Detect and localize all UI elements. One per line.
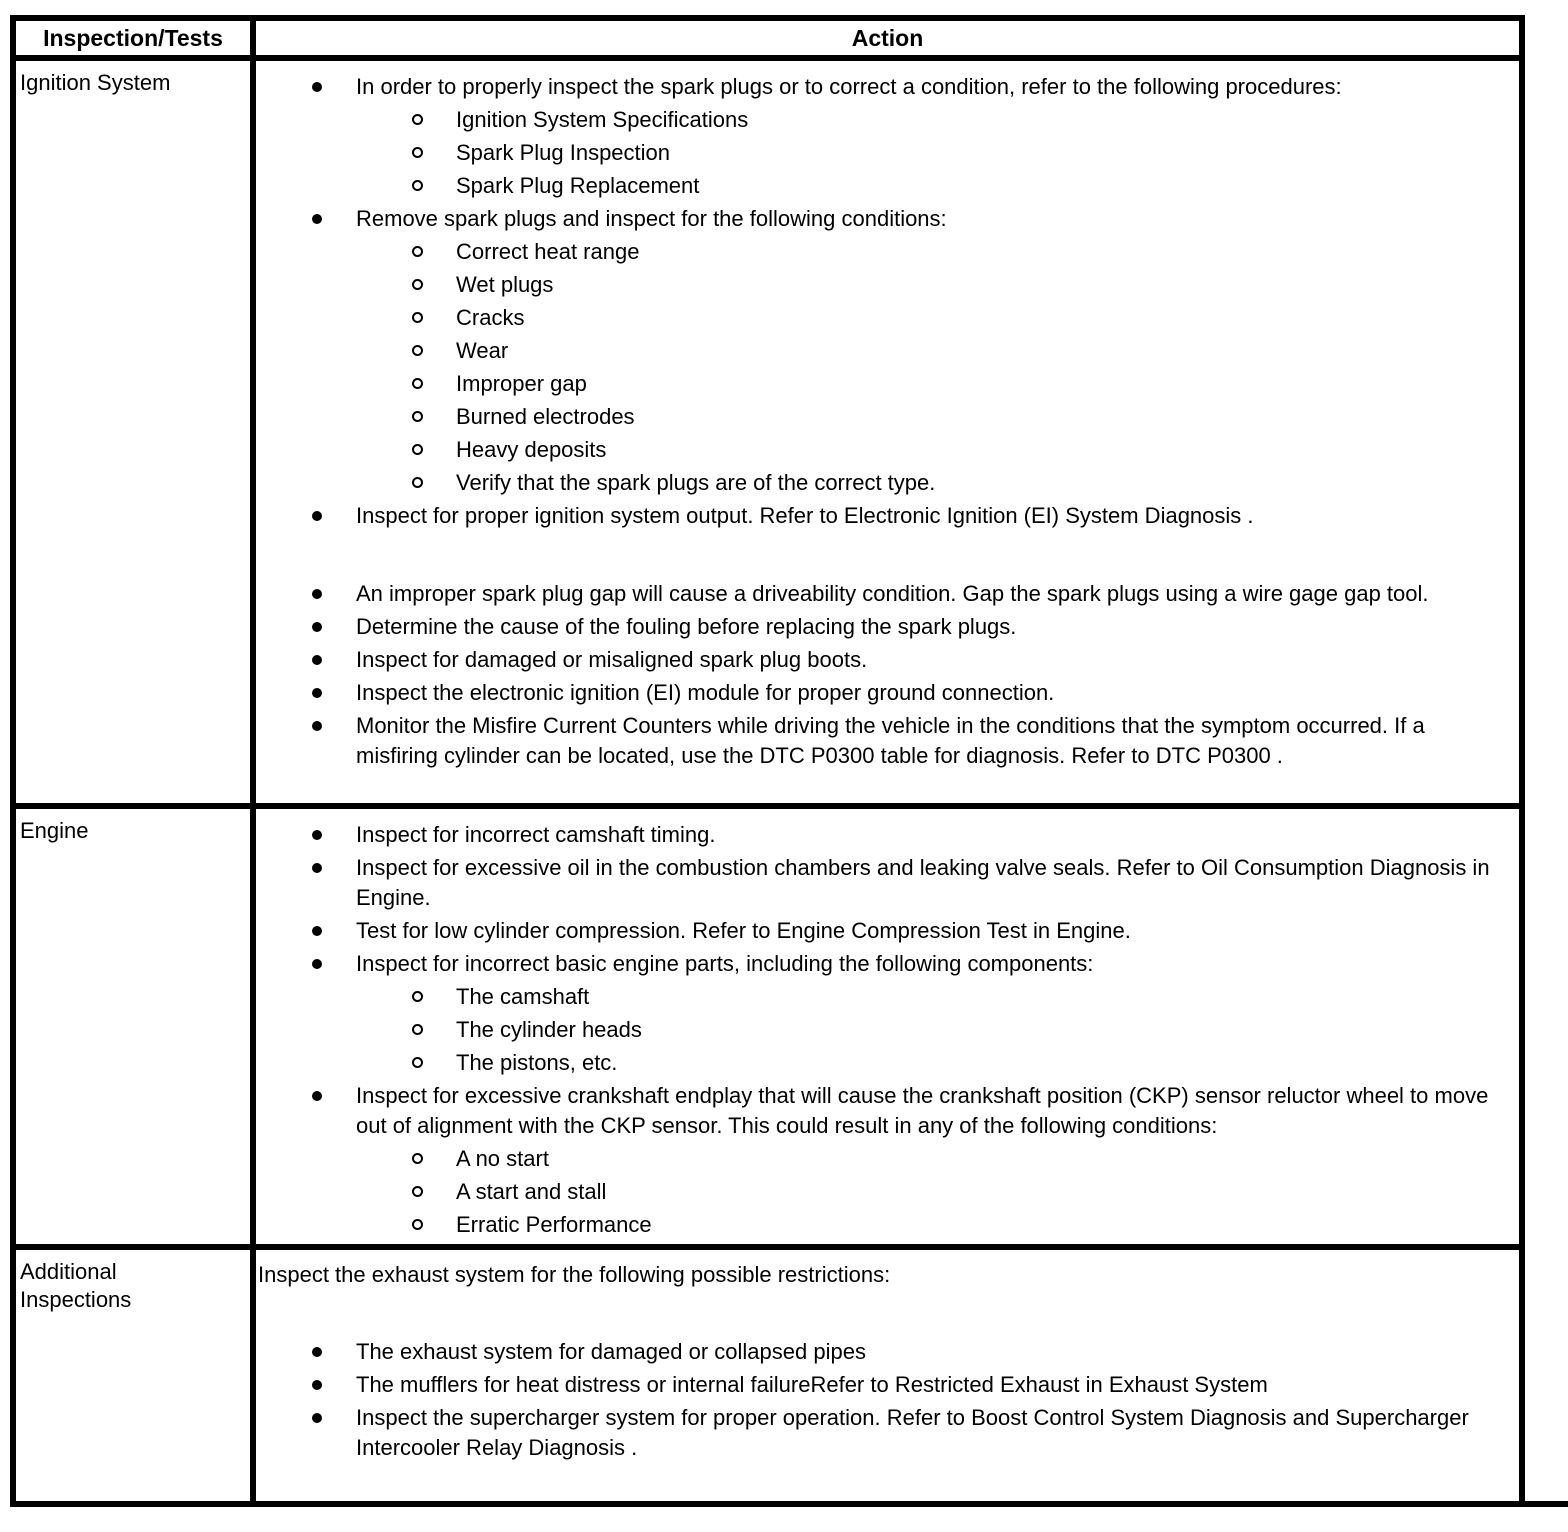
marker-column bbox=[412, 1210, 456, 1230]
marker-column bbox=[312, 579, 356, 599]
list-item-text: Inspect the supercharger system for proper operation. Refer to Boost Control System Diagnosis and Supercharger Intercooler Relay Diagnosis . bbox=[356, 1405, 1469, 1460]
bullet-icon bbox=[312, 82, 322, 92]
marker-column bbox=[412, 138, 456, 158]
marker-column bbox=[412, 402, 456, 422]
sub-bullet-item bbox=[256, 1210, 1495, 1240]
circle-bullet-icon bbox=[412, 991, 423, 1002]
sub-bullet-item bbox=[256, 138, 1495, 168]
list-item-text: Burned electrodes bbox=[456, 404, 635, 429]
sub-bullet-item bbox=[256, 369, 1495, 399]
list-item-text: Spark Plug Inspection bbox=[456, 140, 671, 165]
marker-column bbox=[312, 501, 356, 521]
bullet-icon bbox=[312, 655, 322, 665]
circle-bullet-icon bbox=[412, 1186, 423, 1197]
sub-bullet-item bbox=[256, 105, 1495, 135]
bullet-item bbox=[256, 949, 1495, 979]
circle-bullet-icon bbox=[412, 180, 423, 191]
bullet-item bbox=[256, 501, 1495, 531]
circle-bullet-icon bbox=[412, 312, 423, 323]
list-item-text: An improper spark plug gap will cause a driveability condition. Gap the spark plugs using a wire gage gap tool. bbox=[356, 581, 1429, 606]
marker-column bbox=[412, 171, 456, 191]
marker-column bbox=[412, 303, 456, 323]
circle-bullet-icon bbox=[412, 444, 423, 455]
list-item-text: Correct heat range bbox=[456, 239, 640, 264]
sub-bullet-item bbox=[256, 1177, 1495, 1207]
header-cell-inspection-tests: Inspection/Tests bbox=[16, 21, 256, 61]
bullet-icon bbox=[312, 511, 322, 521]
sub-bullet-item bbox=[256, 171, 1495, 201]
list-item-text: Inspect the electronic ignition (EI) module for proper ground connection. bbox=[356, 680, 1055, 705]
circle-bullet-icon bbox=[412, 1057, 423, 1068]
marker-column bbox=[412, 336, 456, 356]
list-item-text: In order to properly inspect the spark plugs or to correct a condition, refer to the following procedures: bbox=[356, 74, 1342, 99]
bullet-icon bbox=[312, 1413, 322, 1423]
bullet-item bbox=[256, 72, 1495, 102]
marker-column bbox=[312, 645, 356, 665]
circle-bullet-icon bbox=[412, 345, 423, 356]
marker-column bbox=[312, 612, 356, 632]
list-item-text: A start and stall bbox=[456, 1179, 607, 1204]
marker-column bbox=[412, 237, 456, 257]
circle-bullet-icon bbox=[412, 477, 423, 488]
header-cell-action: Action bbox=[256, 21, 1519, 61]
list-item-text: A no start bbox=[456, 1146, 549, 1171]
sub-bullet-item bbox=[256, 1015, 1495, 1045]
bullet-item bbox=[256, 1337, 1495, 1367]
circle-bullet-icon bbox=[412, 246, 423, 257]
bullet-item bbox=[256, 711, 1495, 771]
list-item-text: Ignition System Specifications bbox=[456, 107, 749, 132]
marker-column bbox=[412, 1177, 456, 1197]
bullet-icon bbox=[312, 721, 322, 731]
circle-bullet-icon bbox=[412, 1024, 423, 1035]
list-item-text: Monitor the Misfire Current Counters while driving the vehicle in the conditions that the symptom occurred. If a misfiring cylinder can be located, use the DTC P0300 table for diagnosis. Refer to DTC P0300 . bbox=[356, 713, 1425, 768]
action-cell bbox=[256, 1250, 1519, 1501]
list-item-text: Verify that the spark plugs are of the correct type. bbox=[456, 470, 936, 495]
circle-bullet-icon bbox=[412, 279, 423, 290]
marker-column bbox=[412, 435, 456, 455]
circle-bullet-icon bbox=[412, 114, 423, 125]
circle-bullet-icon bbox=[412, 147, 423, 158]
bullet-item bbox=[256, 1081, 1495, 1141]
sub-bullet-item bbox=[256, 336, 1495, 366]
bullet-icon bbox=[312, 863, 322, 873]
marker-column bbox=[312, 711, 356, 731]
list-item-text: The cylinder heads bbox=[456, 1017, 642, 1042]
bullet-icon bbox=[312, 830, 322, 840]
spacer bbox=[256, 534, 1495, 576]
bullet-item bbox=[256, 645, 1495, 675]
circle-bullet-icon bbox=[412, 1219, 423, 1230]
marker-column bbox=[312, 949, 356, 969]
list-item-text: Inspect for excessive crankshaft endplay that will cause the crankshaft position (CKP) sensor reluctor wheel to move out of alignment with the CKP sensor. This could result in any of the following conditions: bbox=[356, 1083, 1489, 1138]
marker-column bbox=[412, 1048, 456, 1068]
marker-column bbox=[412, 105, 456, 125]
marker-column bbox=[312, 916, 356, 936]
sub-bullet-item bbox=[256, 303, 1495, 333]
marker-column bbox=[412, 982, 456, 1002]
list-item-text: Test for low cylinder compression. Refer to Engine Compression Test in Engine. bbox=[356, 918, 1131, 943]
circle-bullet-icon bbox=[412, 1153, 423, 1164]
marker-column bbox=[312, 72, 356, 92]
bullet-icon bbox=[312, 1380, 322, 1390]
list-item-text: The exhaust system for damaged or collapsed pipes bbox=[356, 1339, 866, 1364]
marker-column bbox=[412, 270, 456, 290]
bullet-icon bbox=[312, 959, 322, 969]
marker-column bbox=[312, 1337, 356, 1357]
marker-column bbox=[412, 468, 456, 488]
sub-bullet-item bbox=[256, 982, 1495, 1012]
bullet-item bbox=[256, 612, 1495, 642]
bullet-icon bbox=[312, 214, 322, 224]
row-label: Ignition System bbox=[20, 70, 171, 95]
bullet-item bbox=[256, 820, 1495, 850]
marker-column bbox=[312, 1403, 356, 1423]
list-item-text: Erratic Performance bbox=[456, 1212, 652, 1237]
sub-bullet-item bbox=[256, 270, 1495, 300]
bullet-icon bbox=[312, 688, 322, 698]
list-item-text: Improper gap bbox=[456, 371, 587, 396]
scan-border-artifact bbox=[1519, 1501, 1568, 1507]
row-label-cell bbox=[16, 1250, 256, 1501]
bullet-item bbox=[256, 1370, 1495, 1400]
sub-bullet-item bbox=[256, 468, 1495, 498]
list-item-text: Inspect for excessive oil in the combustion chambers and leaking valve seals. Refer to Oil Consumption Diagnosis in Engine. bbox=[356, 855, 1490, 910]
list-item-text: The camshaft bbox=[456, 984, 590, 1009]
row-label-cell bbox=[16, 809, 256, 1250]
marker-column bbox=[412, 1015, 456, 1035]
bullet-icon bbox=[312, 926, 322, 936]
list-item-text: Remove spark plugs and inspect for the following conditions: bbox=[356, 206, 947, 231]
sub-bullet-item bbox=[256, 1048, 1495, 1078]
inspection-tests-table bbox=[10, 15, 1525, 1507]
list-item-text: Heavy deposits bbox=[456, 437, 607, 462]
bullet-item bbox=[256, 204, 1495, 234]
bullet-icon bbox=[312, 622, 322, 632]
list-item-text: Inspect for damaged or misaligned spark plug boots. bbox=[356, 647, 868, 672]
circle-bullet-icon bbox=[412, 378, 423, 389]
sub-bullet-item bbox=[256, 402, 1495, 432]
bullet-item bbox=[256, 853, 1495, 913]
bullet-item bbox=[256, 579, 1495, 609]
row-label: Additional Inspections bbox=[20, 1259, 132, 1312]
list-item-text: Wear bbox=[456, 338, 509, 363]
bullet-item bbox=[256, 678, 1495, 708]
list-item-text: Spark Plug Replacement bbox=[456, 173, 700, 198]
marker-column bbox=[312, 1370, 356, 1390]
marker-column bbox=[412, 1144, 456, 1164]
marker-column bbox=[312, 853, 356, 873]
list-item-text: The pistons, etc. bbox=[456, 1050, 618, 1075]
sub-bullet-item bbox=[256, 1144, 1495, 1174]
row-label: Engine bbox=[20, 818, 89, 843]
bullet-icon bbox=[312, 589, 322, 599]
action-cell bbox=[256, 61, 1519, 809]
list-item-text: Inspect for incorrect camshaft timing. bbox=[356, 822, 716, 847]
bullet-item bbox=[256, 1403, 1495, 1463]
bullet-icon bbox=[312, 1091, 322, 1101]
action-cell bbox=[256, 809, 1519, 1250]
list-item-text: Wet plugs bbox=[456, 272, 554, 297]
list-item-text: The mufflers for heat distress or internal failureRefer to Restricted Exhaust in Exhaust System bbox=[356, 1372, 1268, 1397]
marker-column bbox=[312, 678, 356, 698]
bullet-icon bbox=[312, 1347, 322, 1357]
marker-column bbox=[412, 369, 456, 389]
marker-column bbox=[312, 204, 356, 224]
bullet-item bbox=[256, 916, 1495, 946]
row-label-cell bbox=[16, 61, 256, 809]
marker-column bbox=[312, 1081, 356, 1101]
list-item-text: Inspect for proper ignition system output. Refer to Electronic Ignition (EI) System Diagnosis . bbox=[356, 503, 1254, 528]
list-item-text: Inspect for incorrect basic engine parts, including the following components: bbox=[356, 951, 1094, 976]
list-item-text: Cracks bbox=[456, 305, 525, 330]
paragraph: Inspect the exhaust system for the following possible restrictions: bbox=[258, 1262, 891, 1287]
list-item-text: Determine the cause of the fouling before replacing the spark plugs. bbox=[356, 614, 1017, 639]
marker-column bbox=[312, 820, 356, 840]
circle-bullet-icon bbox=[412, 411, 423, 422]
sub-bullet-item bbox=[256, 435, 1495, 465]
sub-bullet-item bbox=[256, 237, 1495, 267]
spacer bbox=[256, 1292, 1495, 1334]
